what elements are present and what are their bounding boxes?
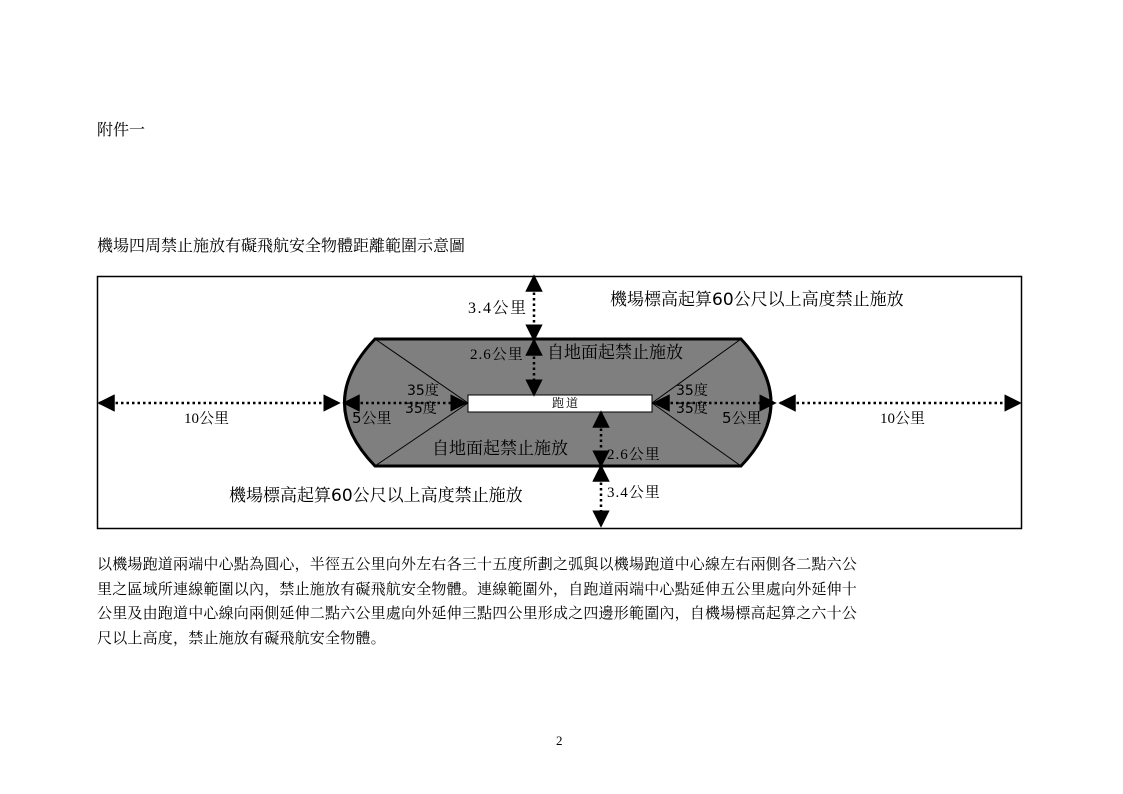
left-radius-label: 5公里 [352, 409, 392, 427]
top-outer-distance-label: 3.4公里 [468, 300, 528, 317]
description-paragraph [97, 552, 1032, 650]
right-angle-top-label: 35度 [676, 383, 708, 399]
bottom-outer-distance-label: 3.4公里 [607, 485, 661, 501]
bottom-inner-distance-label: 2.6公里 [607, 447, 661, 463]
right-radius-label: 5公里 [722, 409, 762, 427]
description-line: 以機場跑道兩端中心點為圓心，半徑五公里向外左右各三十五度所劃之弧與以機場跑道中心線左右兩側各二點六公 [97, 555, 858, 573]
outer-zone-label-top: 機場標高起算60公尺以上高度禁止施放 [610, 290, 904, 310]
left-outer-distance-label: 10公里 [184, 411, 230, 427]
inner-zone-label-bottom: 自地面起禁止施放 [432, 439, 568, 459]
outer-zone-label-bottom: 機場標高起算60公尺以上高度禁止施放 [229, 486, 523, 506]
left-angle-bottom-label: 35度 [405, 401, 437, 417]
page-number: 2 [556, 733, 563, 748]
description-line: 里之區域所連線範圍以內，禁止施放有礙飛航安全物體。連線範圍外，自跑道兩端中心點延伸五公里處向外延伸十 [97, 579, 858, 598]
description-line: 公里及由跑道中心線向兩側延伸二點六公里處向外延伸三點四公里形成之四邊形範圍內，自機場標高起算之六十公 [97, 604, 858, 622]
left-angle-top-label: 35度 [407, 383, 439, 399]
top-inner-distance-label: 2.6公里 [470, 347, 524, 363]
inner-zone-label-top: 自地面起禁止施放 [547, 343, 683, 363]
diagram-title: 機場四周禁止施放有礙飛航安全物體距離範圍示意圖 [97, 236, 466, 255]
runway-label: 跑道 [552, 396, 581, 410]
right-angle-bottom-label: 35度 [676, 401, 708, 417]
description-line: 尺以上高度，禁止施放有礙飛航安全物體。 [97, 628, 386, 647]
annex-label: 附件一 [97, 120, 146, 139]
right-outer-distance-label: 10公里 [880, 411, 926, 427]
